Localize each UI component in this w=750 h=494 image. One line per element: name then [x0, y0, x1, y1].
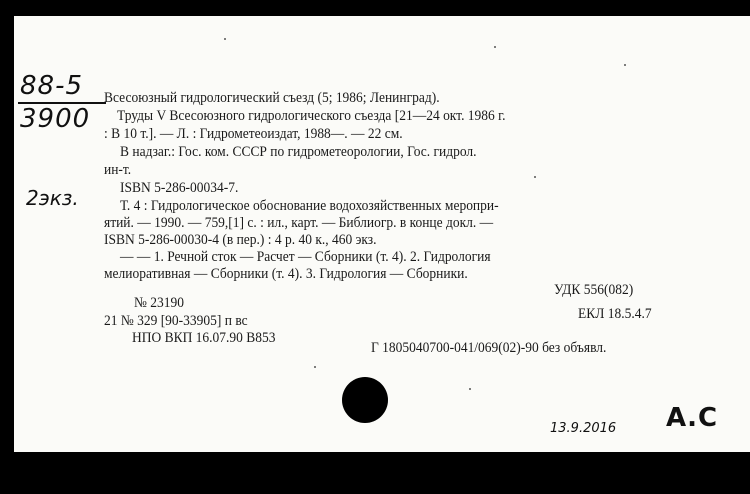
ekl-code: ЕКЛ 18.5.4.7	[578, 306, 652, 322]
entry-subjects-cont: мелиоративная — Сборники (т. 4). 3. Гидрология — Сборники.	[104, 266, 468, 282]
scan-speck	[469, 388, 471, 390]
scan-speck	[534, 176, 536, 178]
punch-hole	[342, 377, 388, 423]
entry-note: В надзаг.: Гос. ком. СССР по гидрометеорологии, Гос. гидрол.	[120, 144, 477, 160]
entry-volume-cont: ятий. — 1990. — 759,[1] с. : ил., карт. — Библиогр. в конце докл. —	[104, 215, 494, 231]
shelfmark-bottom: 3900	[20, 104, 91, 134]
registration-line: 21 № 329 [90-33905] п вс	[104, 313, 248, 329]
entry-isbn: ISBN 5-286-00034-7.	[120, 180, 239, 196]
scan-speck	[494, 46, 496, 48]
udk-code: УДК 556(082)	[554, 282, 634, 298]
shelfmark-top: 88-5	[20, 71, 84, 101]
scan-speck	[224, 38, 226, 40]
scan-speck	[314, 366, 316, 368]
entry-volume: Т. 4 : Гидрологическое обоснование водохозяйственных меропри-	[120, 198, 499, 214]
card-number: № 23190	[134, 295, 184, 311]
entry-subjects: — — 1. Речной сток — Расчет — Сборники (т. 4). 2. Гидрология	[120, 249, 491, 265]
entry-note-cont: ин-т.	[104, 162, 132, 178]
copies-note: 2экз.	[26, 186, 79, 210]
entry-title: Труды V Всесоюзного гидрологического съезда [21—24 окт. 1986 г.	[117, 108, 506, 124]
npo-line: НПО ВКП 16.07.90 В853	[132, 330, 276, 346]
entry-volume-isbn: ISBN 5-286-00030-4 (в пер.) : 4 р. 40 к., 460 экз.	[104, 232, 377, 248]
entry-imprint: : В 10 т.]. — Л. : Гидрометеоиздат, 1988—. — 22 см.	[104, 126, 403, 142]
corner-mark: А.С	[666, 403, 719, 433]
entry-heading: Всесоюзный гидрологический съезд (5; 1986; Ленинград).	[104, 90, 440, 106]
scan-speck	[624, 64, 626, 66]
g-code: Г 1805040700-041/069(02)-90 без объявл.	[371, 340, 607, 356]
date-stamp: 13.9.2016	[550, 421, 617, 436]
